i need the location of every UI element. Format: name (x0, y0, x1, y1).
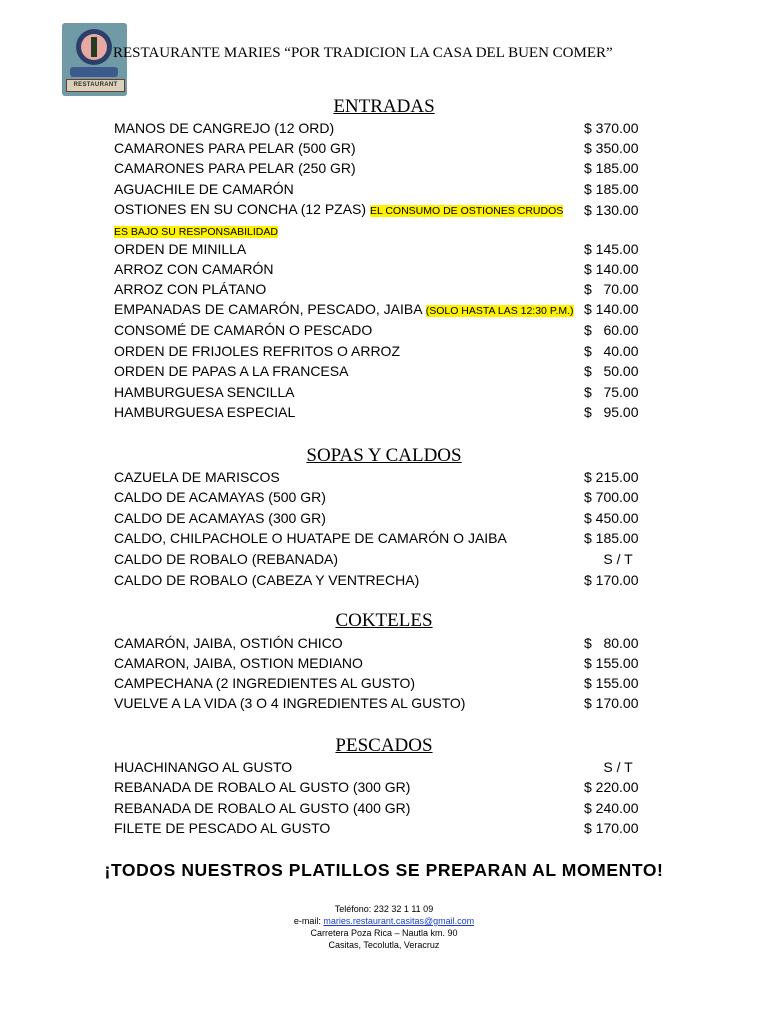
item-name: CAZUELA DE MARISCOS (114, 469, 280, 485)
item-name: HAMBURGUESA ESPECIAL (114, 404, 296, 420)
item-name: AGUACHILE DE CAMARÓN (114, 181, 294, 197)
item-price: S / T (603, 551, 633, 567)
menu-item (114, 487, 654, 507)
item-name: CAMARON, JAIBA, OSTION MEDIANO (114, 655, 363, 671)
email-line (0, 915, 768, 927)
item-name-with-note (114, 299, 574, 321)
menu-item (114, 179, 654, 199)
address-line-2: Casitas, Tecolutla, Veracruz (328, 940, 440, 950)
item-price: $ 50.00 (584, 363, 639, 379)
menu-item (114, 138, 654, 158)
section-title-entradas: ENTRADAS (333, 96, 435, 117)
item-price: $ 95.00 (584, 404, 639, 420)
item-name: VUELVE A LA VIDA (3 O 4 INGREDIENTES AL GUSTO) (114, 695, 466, 711)
menu-item (114, 402, 654, 422)
menu-item (114, 467, 654, 487)
phone-number: Teléfono: 232 32 1 11 09 (334, 904, 434, 914)
item-price: $ 240.00 (584, 800, 639, 816)
item-name: CAMARONES PARA PELAR (500 GR) (114, 140, 356, 156)
menu-item (114, 528, 654, 548)
item-warning-note: EL CONSUMO DE OSTIONES CRUDOS ES BAJO SU RESPONSABILIDAD (114, 205, 564, 238)
menu-item (114, 118, 654, 138)
menu-item (114, 382, 654, 402)
item-name-with-note (114, 200, 564, 242)
item-price: $ 350.00 (584, 140, 639, 156)
menu-item (114, 299, 654, 319)
item-name: ARROZ CON PLÁTANO (114, 281, 267, 297)
item-price: $ 170.00 (584, 695, 639, 711)
menu-item (114, 818, 654, 838)
item-price: $ 70.00 (584, 281, 639, 297)
item-name: CONSOMÉ DE CAMARÓN O PESCADO (114, 322, 373, 338)
item-name: ARROZ CON CAMARÓN (114, 261, 274, 277)
item-name: FILETE DE PESCADO AL GUSTO (114, 820, 331, 836)
item-price: $ 450.00 (584, 510, 639, 526)
menu-item (114, 200, 654, 240)
menu-item (114, 279, 654, 299)
item-price: $ 80.00 (584, 635, 639, 651)
item-name: CAMARÓN, JAIBA, OSTIÓN CHICO (114, 635, 343, 651)
menu-item (114, 653, 654, 673)
item-name: CALDO DE ROBALO (CABEZA Y VENTRECHA) (114, 572, 420, 588)
email-label: e-mail: (293, 916, 324, 926)
item-price: $ 185.00 (584, 181, 639, 197)
item-price: $ 155.00 (584, 655, 639, 671)
item-name: CAMARONES PARA PELAR (250 GR) (114, 160, 356, 176)
email-link[interactable]: maries.restaurant.casitas@gmail.com (323, 916, 475, 926)
menu-item (114, 239, 654, 259)
menu-item (114, 158, 654, 178)
menu-item (114, 341, 654, 361)
section-title-sopas-y-caldos: SOPAS Y CALDOS (306, 445, 462, 466)
item-name: EMPANADAS DE CAMARÓN, PESCADO, JAIBA (114, 301, 422, 317)
item-price: S / T (603, 759, 633, 775)
menu-item (114, 777, 654, 797)
address-line-1: Carretera Poza Rica – Nautla km. 90 (310, 928, 458, 938)
item-price: $ 220.00 (584, 779, 639, 795)
logo-banner-text: RESTAURANT (66, 79, 125, 92)
section-title-cokteles: COKTELES (335, 610, 433, 631)
menu-item (114, 570, 654, 590)
item-price: $ 700.00 (584, 489, 639, 505)
item-time-note: (SOLO HASTA LAS 12:30 P.M.) (425, 305, 574, 317)
item-price: $ 170.00 (584, 820, 639, 836)
item-name: CALDO DE ROBALO (REBANADA) (114, 551, 339, 567)
menu-item (114, 757, 654, 777)
item-price: $ 215.00 (584, 469, 639, 485)
item-name: CALDO, CHILPACHOLE O HUATAPE DE CAMARÓN O JAIBA (114, 530, 507, 546)
item-price: $ 155.00 (584, 675, 639, 691)
item-name: MANOS DE CANGREJO (12 ORD) (114, 120, 335, 136)
section-title-pescados: PESCADOS (335, 735, 433, 756)
menu-item (114, 549, 654, 569)
item-name: ORDEN DE PAPAS A LA FRANCESA (114, 363, 349, 379)
item-name: ORDEN DE FRIJOLES REFRITOS O ARROZ (114, 343, 401, 359)
item-price: $ 140.00 (584, 261, 639, 277)
item-price: $ 170.00 (584, 572, 639, 588)
item-price: $ 130.00 (584, 202, 639, 218)
page-title: RESTAURANTE MARIES “POR TRADICION LA CASA DEL BUEN COMER” (113, 45, 613, 61)
item-name: REBANADA DE ROBALO AL GUSTO (400 GR) (114, 800, 411, 816)
menu-item (114, 320, 654, 340)
item-price: $ 370.00 (584, 120, 639, 136)
item-price: $ 75.00 (584, 384, 639, 400)
slogan: ¡TODOS NUESTROS PLATILLOS SE PREPARAN AL MOMENTO! (104, 860, 664, 880)
item-name: CALDO DE ACAMAYAS (500 GR) (114, 489, 326, 505)
item-price: $ 185.00 (584, 530, 639, 546)
item-price: $ 185.00 (584, 160, 639, 176)
item-name: HAMBURGUESA SENCILLA (114, 384, 295, 400)
menu-item (114, 798, 654, 818)
item-name: CALDO DE ACAMAYAS (300 GR) (114, 510, 326, 526)
item-name: HUACHINANGO AL GUSTO (114, 759, 293, 775)
menu-item (114, 693, 654, 713)
menu-item (114, 633, 654, 653)
item-name: ORDEN DE MINILLA (114, 241, 247, 257)
menu-item (114, 361, 654, 381)
item-name: REBANADA DE ROBALO AL GUSTO (300 GR) (114, 779, 411, 795)
menu-item (114, 508, 654, 528)
item-name: OSTIONES EN SU CONCHA (12 PZAS) (114, 201, 367, 217)
item-price: $ 40.00 (584, 343, 639, 359)
item-price: $ 145.00 (584, 241, 639, 257)
menu-item (114, 259, 654, 279)
item-price: $ 140.00 (584, 301, 639, 317)
item-price: $ 60.00 (584, 322, 639, 338)
item-name: CAMPECHANA (2 INGREDIENTES AL GUSTO) (114, 675, 416, 691)
menu-item (114, 673, 654, 693)
